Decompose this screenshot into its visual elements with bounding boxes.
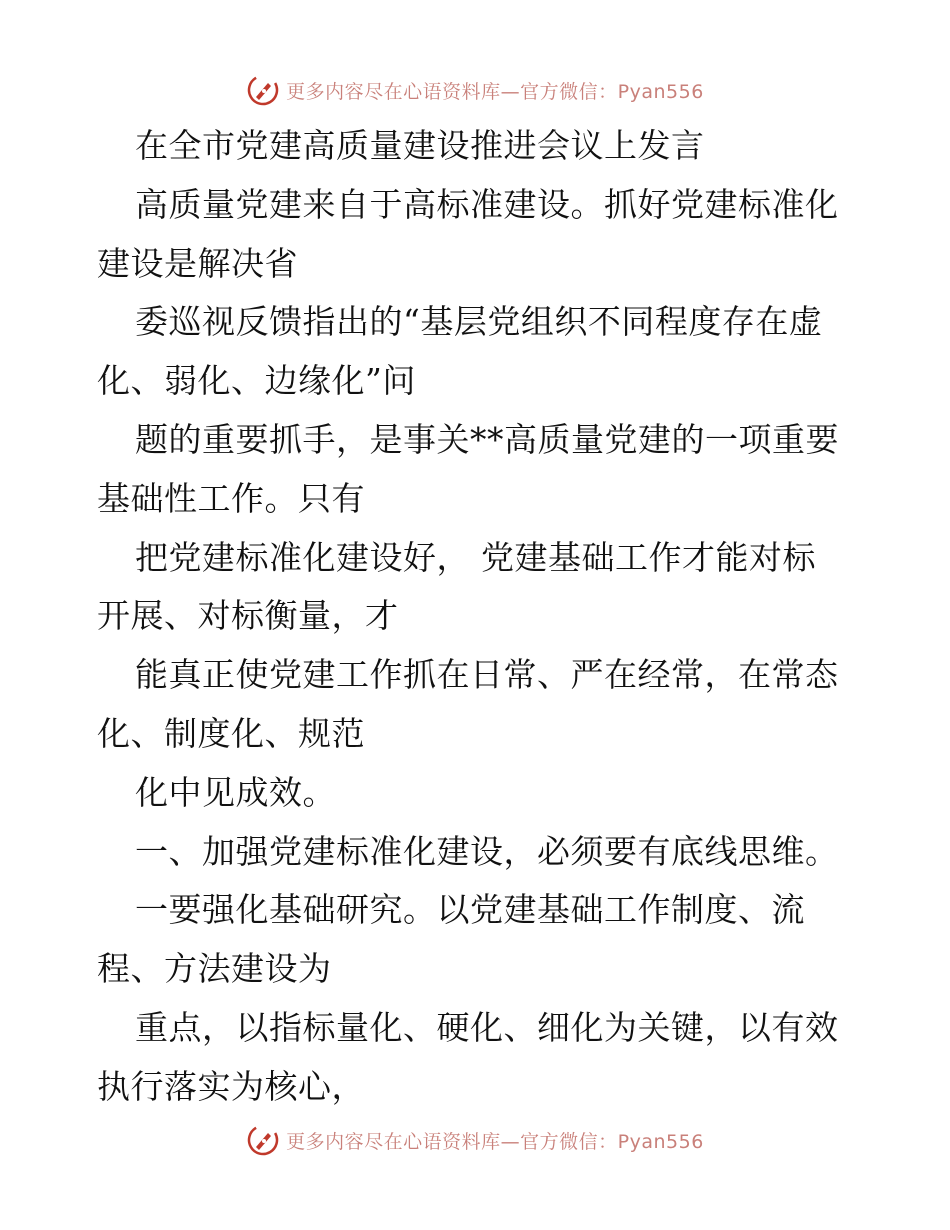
text-line: 建设是解决省 — [97, 243, 298, 283]
text-line: 一、加强党建标准化建设，必须要有底线思维。 — [135, 831, 839, 871]
pen-nib-logo-icon — [246, 1123, 280, 1157]
text-line: 一要强化基础研究。以党建基础工作制度、流 — [135, 890, 805, 930]
document-body — [97, 117, 853, 1117]
watermark-text: 更多内容尽在心语资料库—官方微信：Pyan556 — [286, 80, 704, 103]
footer-watermark — [0, 1120, 950, 1160]
text-line: 化中见成效。 — [135, 772, 336, 812]
text-line: 基础性工作。只有 — [97, 478, 365, 518]
text-line: 执行落实为核心， — [97, 1066, 365, 1106]
text-line: 把党建标准化建设好， 党建基础工作才能对标 — [135, 537, 816, 577]
text-line: 开展、对标衡量，才 — [97, 596, 399, 636]
text-line: 委巡视反馈指出的“基层党组织不同程度存在虚 — [135, 302, 823, 342]
text-line: 重点，以指标量化、硬化、细化为关键，以有效 — [135, 1007, 839, 1047]
text-line: 化、弱化、边缘化”问 — [97, 361, 416, 401]
text-line: 高质量党建来自于高标准建设。抓好党建标准化 — [135, 184, 839, 224]
text-line: 在全市党建高质量建设推进会议上发言 — [135, 126, 705, 165]
text-line: 题的重要抓手，是事关**高质量党建的一项重要 — [135, 419, 839, 459]
header-watermark — [0, 70, 950, 110]
text-line: 程、方法建设为 — [97, 949, 332, 989]
text-line: 能真正使党建工作抓在日常、严在经常，在常态 — [135, 655, 839, 695]
watermark-text: 更多内容尽在心语资料库—官方微信：Pyan556 — [286, 1130, 704, 1153]
text-line: 化、制度化、规范 — [97, 713, 365, 753]
pen-nib-logo-icon — [246, 73, 280, 107]
